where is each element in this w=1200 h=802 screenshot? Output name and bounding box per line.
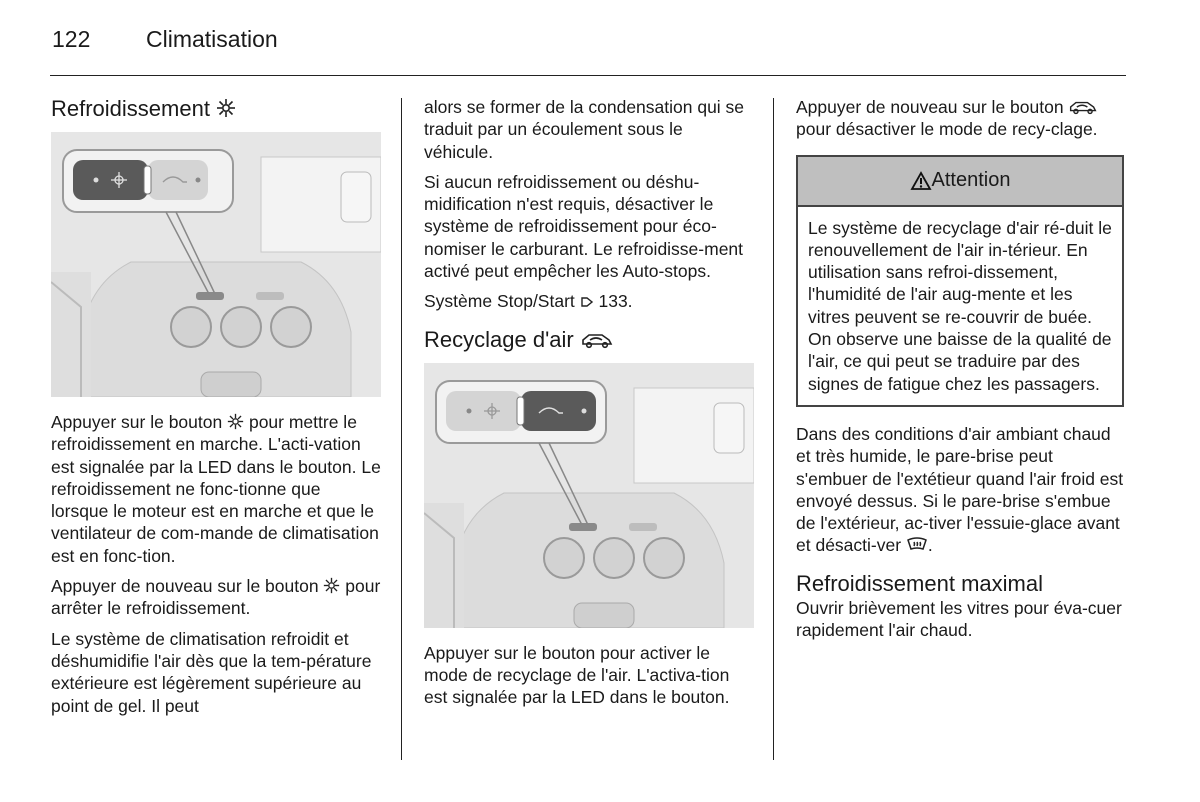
warning-box xyxy=(796,155,1124,407)
section-title: Climatisation xyxy=(146,26,278,52)
text: Appuyer de nouveau sur le bouton xyxy=(51,576,324,597)
text: pour désactiver le mode de recy-clage. xyxy=(796,119,1098,140)
column-3 xyxy=(796,96,1124,649)
text: pour arrêter le refroidissement. xyxy=(51,576,381,619)
recirculation-icon xyxy=(580,331,614,349)
heading-text: Recyclage d'air xyxy=(424,326,574,352)
snowflake-icon xyxy=(227,413,244,430)
text: pour mettre le refroidissement en marche. L'acti-vation est signalée par la LED dans le bouton. Le refroidissement ne fonc-tionne que lorsque le moteur est en marche et que le ventilateur de com-mande de climatisation est en fonc-tion. xyxy=(51,412,381,566)
figure-recirculation-button xyxy=(424,363,754,628)
heading-recyclage xyxy=(424,327,754,353)
warning-title: Attention xyxy=(931,169,1011,192)
windshield-defrost-icon xyxy=(906,536,928,553)
paragraph-4: alors se former de la condensation qui se traduit par un écoulement sous le véhicule. xyxy=(424,97,745,162)
text: Appuyer sur le bouton xyxy=(51,412,228,432)
heading-refroidissement-maximal: Refroidissement maximal xyxy=(796,570,1043,596)
recirculation-icon xyxy=(1068,99,1098,115)
column-1 xyxy=(51,96,381,725)
paragraph-9 xyxy=(796,423,1124,557)
paragraph-6 xyxy=(424,290,754,312)
figure-cooling-button xyxy=(51,132,381,397)
text: Dans des conditions d'air ambiant chaud et très humide, le pare-brise peut s'embuer de l'extétieur quand l'air froid est envoyé dessus. Si le pare-brise s'embue de l'extérieur, ac-tiver l'essuie-glace avant et désacti-ver xyxy=(796,423,1124,556)
paragraph-7: Appuyer sur le bouton pour activer le mode de recyclage de l'air. L'activa-tion est signalée par la LED dans le bouton. xyxy=(424,642,730,708)
snowflake-icon xyxy=(216,98,236,118)
paragraph-1 xyxy=(51,411,381,567)
header-rule xyxy=(50,75,1126,76)
paragraph-10: Ouvrir brièvement les vitres pour éva-cuer rapidement l'air chaud. xyxy=(796,597,1122,641)
paragraph-5: Si aucun refroidissement ou déshu-midification n'est requis, désactiver le système de refroidissement pour éco-nomiser le carburant. Le refroidisse-ment activé peut empêcher les Auto-stops. xyxy=(424,171,744,282)
text: Système Stop/Start xyxy=(424,291,580,312)
warning-triangle-icon xyxy=(910,171,932,191)
paragraph-2 xyxy=(51,575,381,620)
paragraph-8 xyxy=(796,96,1124,141)
snowflake-icon xyxy=(323,577,340,594)
column-divider-1 xyxy=(401,98,402,760)
heading-text: Refroidissement xyxy=(51,96,210,121)
arrow-ref-icon[interactable] xyxy=(580,295,594,309)
warning-text: Le système de recyclage d'air ré-duit le renouvellement de l'air in-térieur. En utilisation sans refroi-dissement, l'humidité de l'air aug-mente et les vitres peuvent se re-couvrir de buée. On observe une baisse de la qualité de l'air, ce qui peut se traduire par des signes de fatigue chez les passagers. xyxy=(808,217,1112,394)
page-number: 122 xyxy=(52,26,91,52)
heading-refroidissement xyxy=(51,96,381,122)
paragraph-3: Le système de climatisation refroidit et déshumidifie l'air dès que la tem-pérature extérieure est légèrement supérieure au point de gel. Il peut xyxy=(51,628,372,716)
column-2 xyxy=(424,96,754,717)
warning-header xyxy=(798,157,1122,207)
text: . xyxy=(927,535,933,556)
text: Appuyer de nouveau sur le bouton xyxy=(796,97,1069,117)
page-header xyxy=(52,26,278,53)
text: 133. xyxy=(593,291,633,312)
column-divider-2 xyxy=(773,98,774,760)
